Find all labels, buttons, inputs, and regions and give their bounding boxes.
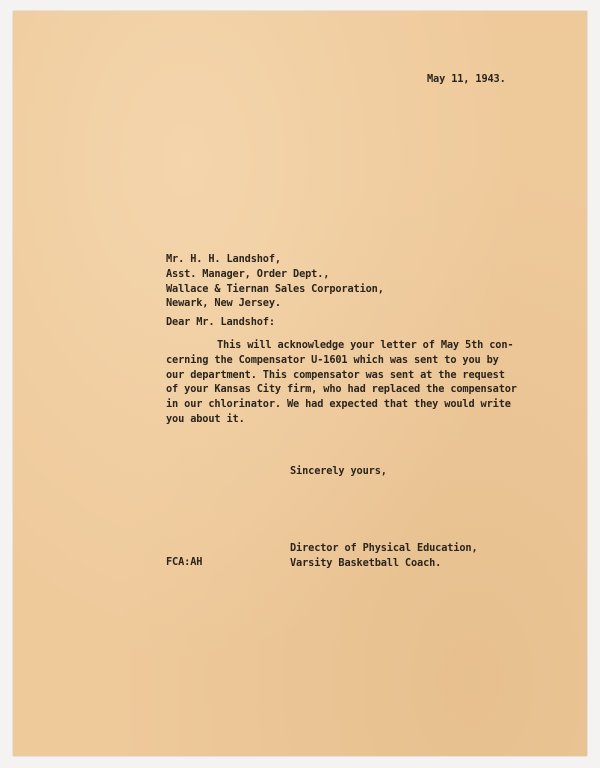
- recipient-line: Asst. Manager, Order Dept.,: [166, 267, 330, 280]
- signature-block: [290, 541, 478, 571]
- recipient-line: Wallace & Tiernan Sales Corporation,: [166, 282, 384, 295]
- salutation: Dear Mr. Landshof:: [166, 316, 275, 328]
- recipient-address: [166, 252, 384, 311]
- letter-page: [13, 11, 587, 756]
- body-line: you about it.: [166, 412, 245, 425]
- body-line: in our chlorinator. We had expected that they would write: [166, 398, 511, 411]
- body-line: our department. This compensator was sent at the request: [166, 368, 505, 381]
- body-line: This will acknowledge your letter of May 5th con-: [217, 339, 514, 351]
- closing: Sincerely yours,: [290, 465, 387, 477]
- recipient-line: Mr. H. H. Landshof,: [166, 253, 281, 265]
- body-line: cerning the Compensator U-1601 which was sent to you by: [166, 353, 499, 366]
- typist-initials: FCA:AH: [166, 556, 203, 568]
- body-line: of your Kansas City firm, who had replaced the compensator: [166, 383, 517, 396]
- letter-date: May 11, 1943.: [427, 73, 506, 85]
- recipient-line: Newark, New Jersey.: [166, 297, 281, 310]
- signature-line: Director of Physical Education,: [290, 542, 478, 554]
- letter-body: [166, 338, 517, 427]
- signature-line: Varsity Basketball Coach.: [290, 556, 442, 569]
